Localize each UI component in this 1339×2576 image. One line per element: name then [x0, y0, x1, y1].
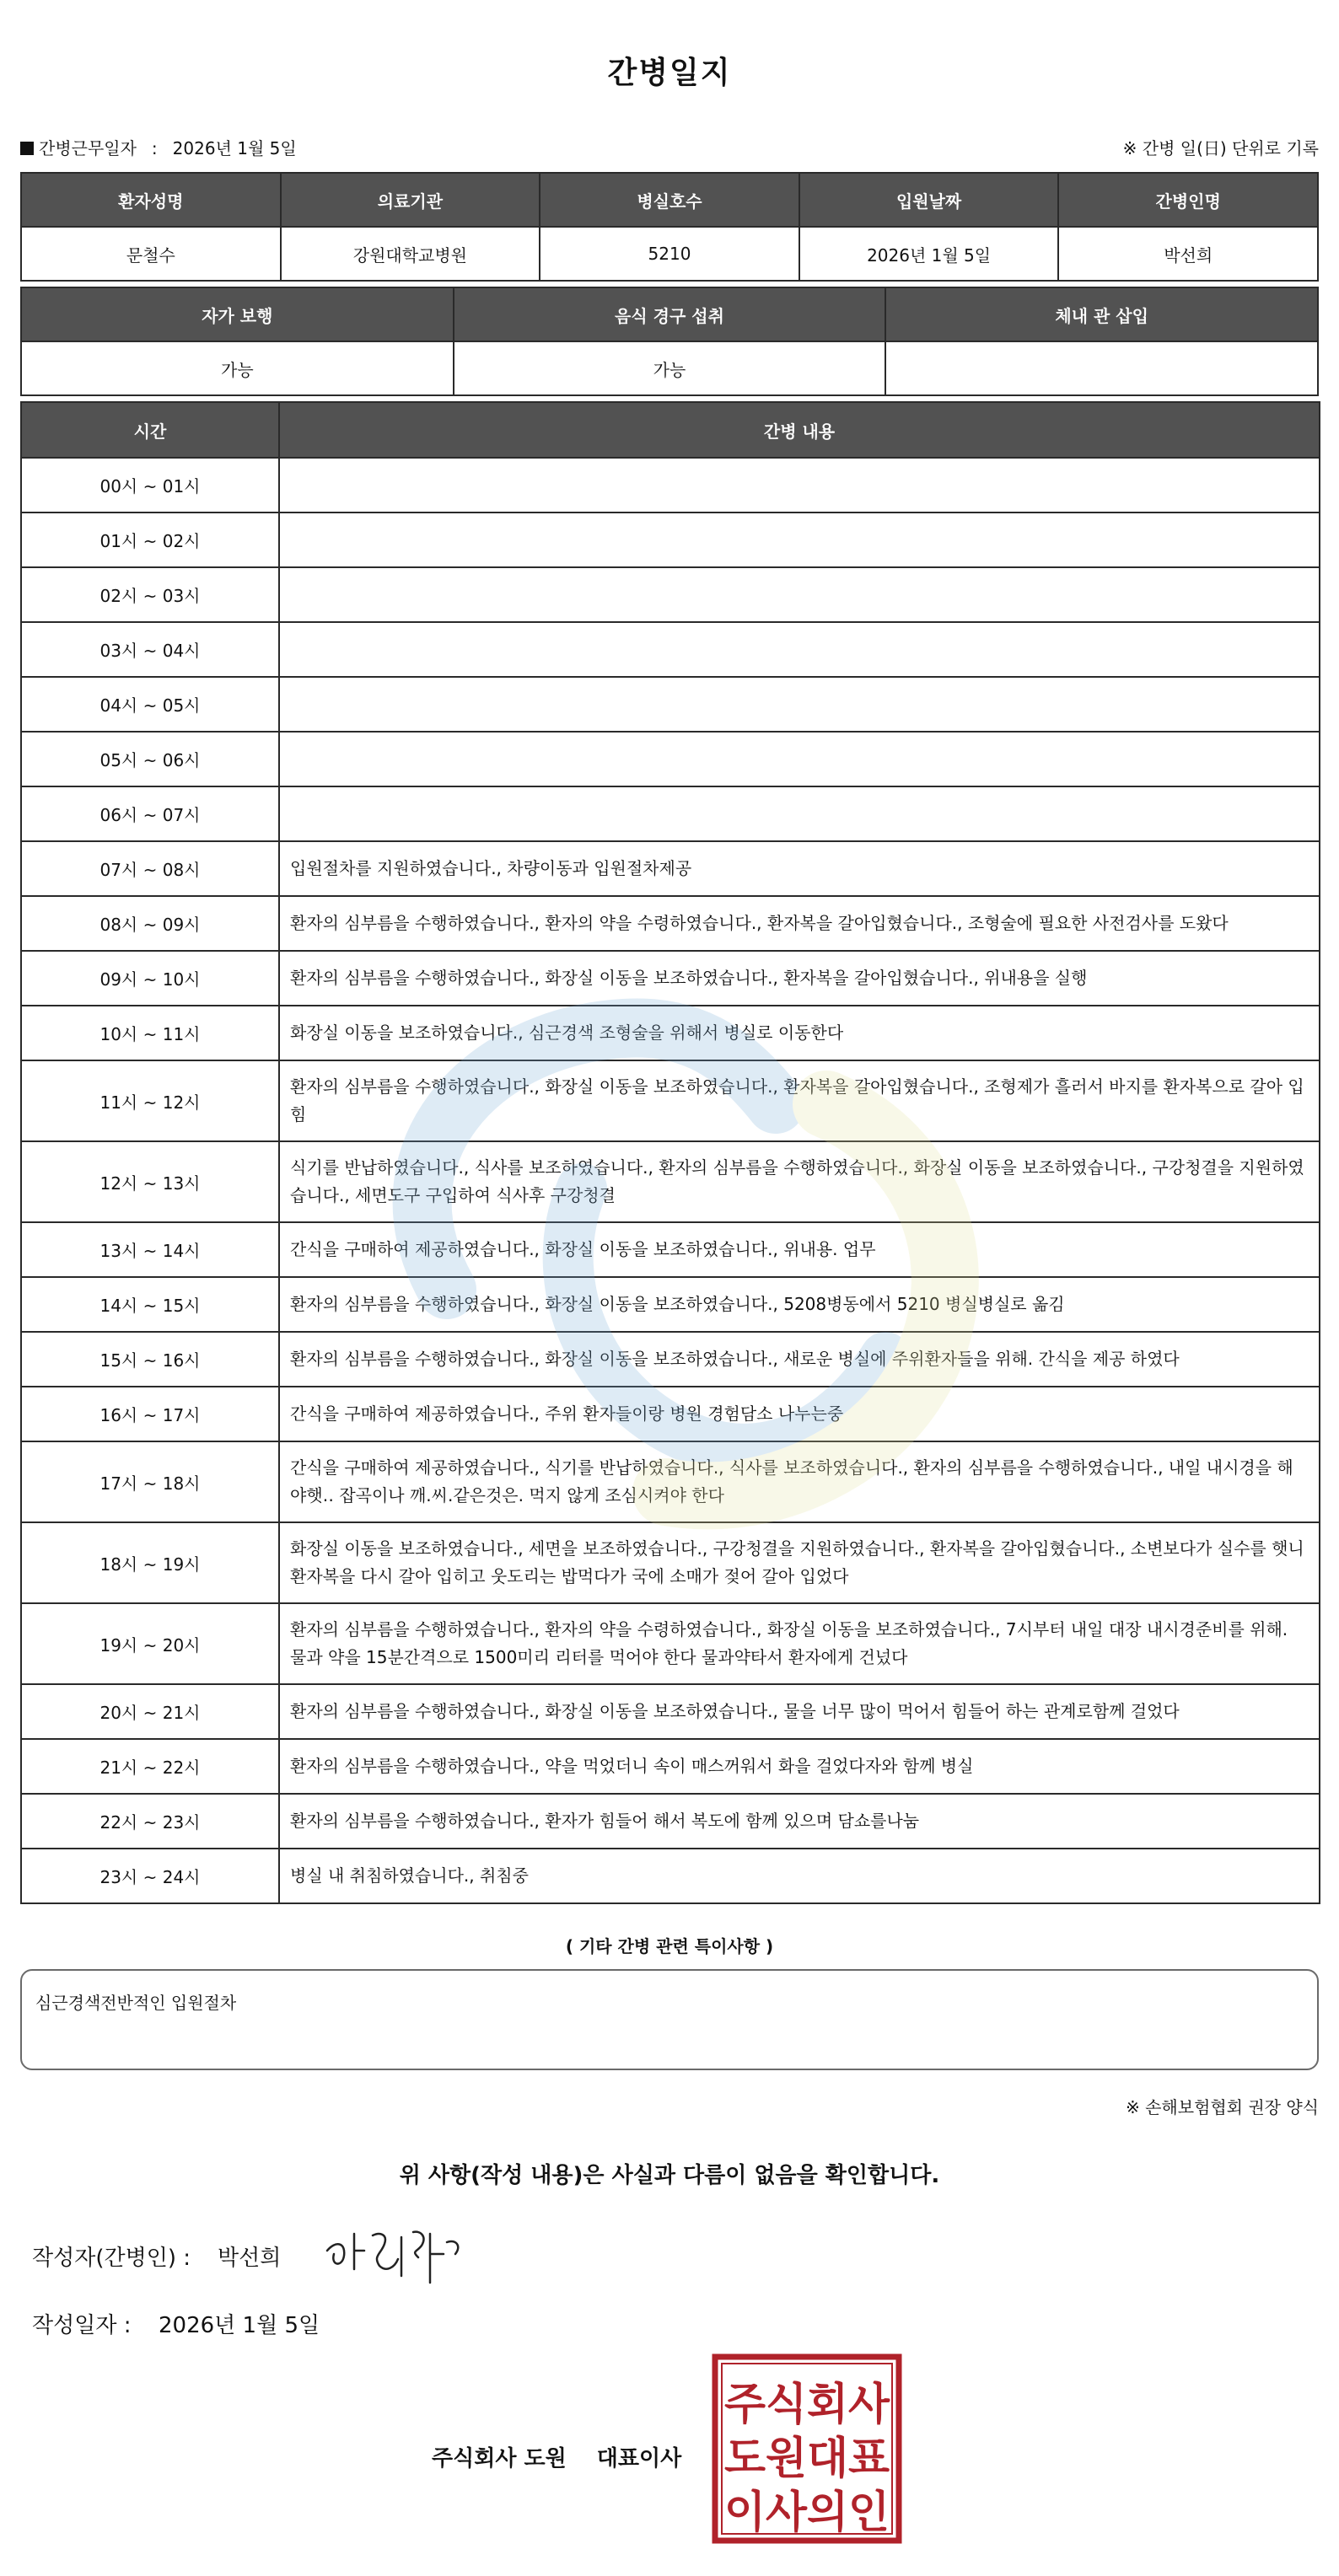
log-time: 09시 ~ 10시 [21, 951, 279, 1006]
log-content: 화장실 이동을 보조하였습니다., 세면을 보조하였습니다., 구강청결을 지원하였습니다., 환자복을 갈아입혔습니다., 소변보다가 실수를 햇니 환자복을 다시 갈아 입히고 웃도리는 밥먹다가 국에 소매가 젖어 갈아 입었다 [279, 1522, 1320, 1603]
work-date [20, 135, 297, 159]
handwritten-signature [320, 2217, 481, 2293]
header-time: 시간 [21, 402, 279, 458]
work-date-value: 2026년 1월 5일 [172, 138, 297, 158]
log-content: 화장실 이동을 보조하였습니다., 심근경색 조형술을 위해서 병실로 이동한다 [279, 1006, 1320, 1060]
log-row [21, 1006, 1320, 1060]
log-row [21, 1441, 1320, 1522]
log-content: 환자의 심부름을 수행하였습니다., 약을 먹었더니 속이 매스꺼워서 화을 걸었다자와 함께 병실 [279, 1739, 1320, 1794]
log-content [279, 567, 1320, 622]
oral-intake-value: 가능 [454, 341, 886, 395]
header-hospital: 의료기관 [281, 173, 540, 227]
log-content: 환자의 심부름을 수행하였습니다., 화장실 이동을 보조하였습니다., 5208병동에서 5210 병실병실로 옮김 [279, 1277, 1320, 1332]
log-time: 05시 ~ 06시 [21, 732, 279, 786]
header-oral-intake: 음식 경구 섭취 [454, 287, 886, 341]
log-body [21, 458, 1320, 1903]
log-content: 입원절차를 지원하였습니다., 차량이동과 입원절차제공 [279, 841, 1320, 896]
log-time: 12시 ~ 13시 [21, 1141, 279, 1222]
log-row [21, 513, 1320, 567]
header-care-content: 간병 내용 [279, 402, 1320, 458]
written-date-value: 2026년 1월 5일 [159, 2313, 320, 2338]
header-room-number: 병실호수 [540, 173, 799, 227]
log-time: 02시 ~ 03시 [21, 567, 279, 622]
log-row [21, 951, 1320, 1006]
log-row [21, 1522, 1320, 1603]
svg-text:주식회사: 주식회사 [724, 2380, 890, 2430]
log-content: 환자의 심부름을 수행하였습니다., 화장실 이동을 보조하였습니다., 환자복을 갈아입혔습니다., 위내용을 실행 [279, 951, 1320, 1006]
writer-label: 작성자(간병인) : [32, 2246, 191, 2271]
company-name: 주식회사 도원 [432, 2446, 567, 2471]
patient-name: 문철수 [21, 227, 281, 281]
patient-info-table [20, 172, 1319, 282]
log-row [21, 1739, 1320, 1794]
log-content [279, 513, 1320, 567]
log-content: 환자의 심부름을 수행하였습니다., 화장실 이동을 보조하였습니다., 환자복을 갈아입혔습니다., 조형제가 흘러서 바지를 환자복으로 갈아 입힘 [279, 1060, 1320, 1141]
company-row [432, 2441, 681, 2472]
log-content: 환자의 심부름을 수행하였습니다., 화장실 이동을 보조하였습니다., 물을 너무 많이 먹어서 힘들어 하는 관계로함께 걸었다 [279, 1684, 1320, 1739]
written-date-label: 작성일자 : [32, 2313, 132, 2338]
work-date-label: 간병근무일자 [39, 138, 137, 158]
care-log-table [20, 401, 1320, 1904]
log-content: 환자의 심부름을 수행하였습니다., 환자가 힘들어 해서 복도에 함께 있으며 담쇼를나눔 [279, 1794, 1320, 1849]
log-row [21, 1332, 1320, 1387]
log-time: 20시 ~ 21시 [21, 1684, 279, 1739]
log-row [21, 1794, 1320, 1849]
log-content [279, 786, 1320, 841]
header-caregiver-name: 간병인명 [1058, 173, 1318, 227]
patient-status-table [20, 287, 1319, 396]
log-row [21, 677, 1320, 732]
log-content: 간식을 구매하여 제공하였습니다., 화장실 이동을 보조하였습니다., 위내용. 업무 [279, 1222, 1320, 1277]
written-date-row [32, 2308, 320, 2339]
header-self-walking: 자가 보행 [21, 287, 454, 341]
log-content: 간식을 구매하여 제공하였습니다., 식기를 반납하였습니다., 식사를 보조하였습니다., 환자의 심부름을 수행하였습니다., 내일 내시경을 해야햇‥ 잡곡이나 깨.씨.같은것은. 먹지 않게 조심시켜야 한다 [279, 1441, 1320, 1522]
header-patient-name: 환자성명 [21, 173, 281, 227]
log-time: 10시 ~ 11시 [21, 1006, 279, 1060]
log-time: 06시 ~ 07시 [21, 786, 279, 841]
svg-text:도원대표: 도원대표 [724, 2434, 890, 2484]
log-header-row [21, 402, 1320, 458]
writer-row [32, 2241, 281, 2272]
log-row [21, 1222, 1320, 1277]
log-row [21, 732, 1320, 786]
log-time: 11시 ~ 12시 [21, 1060, 279, 1141]
room-number: 5210 [540, 227, 799, 281]
log-time: 19시 ~ 20시 [21, 1603, 279, 1684]
unit-note: ※ 간병 일(日) 단위로 기록 [1122, 138, 1319, 158]
log-content [279, 732, 1320, 786]
log-row [21, 1387, 1320, 1441]
log-content: 환자의 심부름을 수행하였습니다., 환자의 약을 수령하였습니다., 환자복을 갈아입혔습니다., 조형술에 필요한 사전검사를 도왔다 [279, 896, 1320, 951]
writer-name: 박선희 [218, 2246, 282, 2271]
special-notes-box [20, 1969, 1319, 2070]
log-time: 22시 ~ 23시 [21, 1794, 279, 1849]
log-content: 환자의 심부름을 수행하였습니다., 환자의 약을 수령하였습니다., 화장실 이동을 보조하였습니다., 7시부터 내일 대장 내시경준비를 위해. 물과 약을 15분간격으로 1500미리 리터를 먹어야 한다 물과약타서 환자에게 건넜다 [279, 1603, 1320, 1684]
tube-insertion-value [885, 341, 1318, 395]
log-row [21, 896, 1320, 951]
hospital-name: 강원대학교병원 [281, 227, 540, 281]
work-date-colon: : [151, 138, 158, 158]
log-row [21, 622, 1320, 677]
self-walking-value: 가능 [21, 341, 454, 395]
ceo-label: 대표이사 [596, 2446, 682, 2471]
log-row [21, 1060, 1320, 1141]
log-row [21, 1277, 1320, 1332]
log-time: 15시 ~ 16시 [21, 1332, 279, 1387]
admission-date: 2026년 1월 5일 [799, 227, 1059, 281]
log-time: 07시 ~ 08시 [21, 841, 279, 896]
log-time: 03시 ~ 04시 [21, 622, 279, 677]
log-time: 01시 ~ 02시 [21, 513, 279, 567]
log-content: 식기를 반납하였습니다., 식사를 보조하였습니다., 환자의 심부름을 수행하였습니다., 화장실 이동을 보조하였습니다., 구강청결을 지원하였습니다., 세면도구 구입하여 식사후 구강청결 [279, 1141, 1320, 1222]
square-bullet-icon [20, 142, 34, 155]
caregiver-name: 박선희 [1058, 227, 1318, 281]
special-notes-title: ( 기타 간병 관련 특이사항 ) [565, 1936, 774, 1956]
info-header-row [21, 173, 1318, 227]
log-row [21, 786, 1320, 841]
log-row [21, 1141, 1320, 1222]
log-time: 14시 ~ 15시 [21, 1277, 279, 1332]
svg-text:이사의인: 이사의인 [724, 2487, 890, 2538]
header-admission-date: 입원날짜 [799, 173, 1059, 227]
log-row [21, 567, 1320, 622]
header-tube-insertion: 체내 관 삽입 [885, 287, 1318, 341]
info-value-row [21, 227, 1318, 281]
confirmation-statement: 위 사항(작성 내용)은 사실과 다름이 없음을 확인합니다. [399, 2163, 940, 2188]
document-title: 간병일지 [607, 56, 732, 90]
log-row [21, 1684, 1320, 1739]
special-notes-content: 심근경색전반적인 입원절차 [35, 1993, 237, 2013]
log-row [21, 841, 1320, 896]
company-seal-stamp [712, 2353, 902, 2544]
log-row [21, 1849, 1320, 1903]
log-time: 17시 ~ 18시 [21, 1441, 279, 1522]
recommend-note: ※ 손해보험협회 권장 양식 [1125, 2097, 1319, 2117]
log-content: 환자의 심부름을 수행하였습니다., 화장실 이동을 보조하였습니다., 새로운 병실에 주위환자들을 위해. 간식을 제공 하였다 [279, 1332, 1320, 1387]
log-content [279, 458, 1320, 513]
log-time: 21시 ~ 22시 [21, 1739, 279, 1794]
log-time: 00시 ~ 01시 [21, 458, 279, 513]
log-content [279, 622, 1320, 677]
log-row [21, 1603, 1320, 1684]
log-time: 13시 ~ 14시 [21, 1222, 279, 1277]
meta-row [20, 135, 1319, 162]
log-time: 18시 ~ 19시 [21, 1522, 279, 1603]
log-row [21, 458, 1320, 513]
log-content: 병실 내 취침하였습니다., 취침중 [279, 1849, 1320, 1903]
status-header-row [21, 287, 1318, 341]
log-content [279, 677, 1320, 732]
log-time: 16시 ~ 17시 [21, 1387, 279, 1441]
log-time: 23시 ~ 24시 [21, 1849, 279, 1903]
log-time: 08시 ~ 09시 [21, 896, 279, 951]
log-content: 간식을 구매하여 제공하였습니다., 주위 환자들이랑 병원 경험담소 나누는중 [279, 1387, 1320, 1441]
log-time: 04시 ~ 05시 [21, 677, 279, 732]
status-value-row [21, 341, 1318, 395]
